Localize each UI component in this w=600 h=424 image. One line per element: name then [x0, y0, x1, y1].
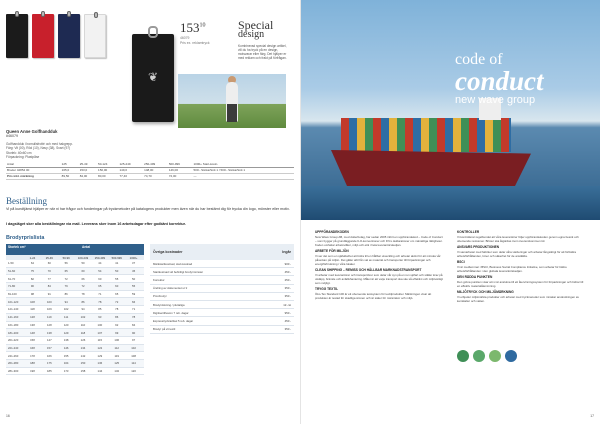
- table-cell: 78: [98, 299, 102, 304]
- table-cell: 128: [46, 322, 52, 327]
- table-cell: 142: [80, 353, 86, 358]
- code-of-conduct-title: code of conduct new wave group: [455, 51, 544, 106]
- towel-black-image: [6, 14, 28, 58]
- table-cell: 125: [114, 361, 120, 366]
- table-row: [6, 345, 144, 353]
- table-cell: 65: [115, 292, 119, 297]
- table-cell: 122: [97, 345, 103, 350]
- table-cell: 71: [132, 307, 136, 312]
- table-cell: 166: [46, 353, 52, 358]
- table-cell: 900:-: [284, 261, 291, 266]
- section-paragraph: Öko-Tex Standard 100 är ett oberoende testsystem för textilprodukter. Märkningen visar att produkten är testad för skadliga ämnen och är säker för människor och miljö.: [315, 292, 432, 300]
- table-cell: 101-120: [8, 299, 19, 304]
- table-cell: 55: [132, 284, 136, 289]
- table-cell: 120: [131, 368, 136, 373]
- brand-logo-icon: ❦: [147, 70, 159, 84]
- table-row: Broder 42854 00 165,0 153,0 150,00 149,0 148,00 146,00 500:- Sticka/Sött 1 / 500:- Sticka/Sött 1: [6, 167, 294, 173]
- table-cell: 70: [47, 269, 51, 274]
- table-cell: 92: [115, 322, 119, 327]
- table-cell: 158: [80, 368, 86, 373]
- section-heading: ARBETE FÖR MILJÖN: [315, 249, 349, 253]
- towel-colour-variants: [6, 6, 110, 70]
- golfer-photo: [178, 74, 286, 128]
- product-name: Queen Anne Golfhandduk: [6, 129, 58, 134]
- section-paragraph: Vi samarbetar med fabriker som delar våra värderingar och arbetar långsiktigt för att förbättra arbetsförhållanden, löner och säkerhet för de anställda.: [457, 250, 576, 258]
- table-cell: 78: [115, 307, 119, 312]
- section-heading: CLEAN SHIPPING – REMISS OCH HÅLLBAR MARKNADSTRANSPORT: [315, 268, 422, 272]
- price-article-number: 46079: [180, 36, 190, 40]
- section-heading: ANSVARS PRODUKTIONEN: [457, 245, 500, 249]
- table-row: [150, 285, 294, 293]
- table-cell: 12:-/st: [283, 302, 291, 307]
- section-heading: BSCI: [457, 260, 465, 264]
- table-cell: 54: [98, 269, 102, 274]
- order-heading: Beställning: [6, 196, 47, 206]
- table-cell: 41: [115, 261, 119, 266]
- table-cell: 77: [47, 276, 51, 281]
- table-cell: 107: [97, 330, 103, 335]
- table-cell: 261-280: [8, 361, 19, 366]
- table-cell: 241-260: [8, 353, 19, 358]
- table-cell: 60: [98, 276, 102, 281]
- table-cell: 82: [30, 276, 34, 281]
- embroidery-quantity-header: 25-49: [45, 255, 53, 260]
- table-cell: 84: [47, 284, 51, 289]
- table-cell: 79: [64, 284, 68, 289]
- table-cell: 121-140: [8, 307, 19, 312]
- table-cell: 50: [132, 276, 136, 281]
- section-heading: UPPFÖRANDEKODEN: [315, 230, 349, 234]
- table-cell: 126: [80, 338, 86, 343]
- product-price-table: Antal 125 25-49 50-124 125-249 250-499 500-999 1000+ Start-kostn. Broder 42854 00 165,0 153,0 150,00 149,0 148,00 146,00 500:- Sticka/Sött 1 / 500:- Sticka/Sött 1 Pris inkl. märkning 89,50 84,00 80,00 77,40 74,70 72,00 —: [6, 162, 294, 180]
- table-cell: 141-160: [8, 315, 19, 320]
- table-cell: 66: [132, 299, 136, 304]
- table-cell: 118: [30, 307, 35, 312]
- section-heading: TRYGG TEXTIL: [315, 287, 339, 291]
- table-cell: 85: [98, 307, 102, 312]
- table-cell: 155: [63, 353, 69, 358]
- table-cell: Brodyrdokning / pluttaliga: [153, 302, 185, 307]
- section-paragraph: New Wave Group AB, med dotterbolag, har sedan 2005 infört en uppförandekod – Code of Conduct – som bygger på grundläggande ILO-konventioner och FN:s deklarationer om mänskliga rättigheter. Koden omfattar arbetsvillkor, miljö och etik i hela leverantörskedjan.: [315, 235, 443, 247]
- table-cell: 120: [63, 322, 69, 327]
- table-cell: 51-60: [8, 269, 16, 274]
- table-cell: 102: [131, 345, 136, 350]
- table-cell: 91: [47, 292, 51, 297]
- table-cell: 175: [46, 361, 52, 366]
- table-cell: 60: [115, 284, 119, 289]
- table-cell: 138: [30, 322, 35, 327]
- table-cell: 56: [64, 261, 68, 266]
- oeko-tex-icon: [505, 350, 517, 362]
- table-cell: 59: [132, 292, 136, 297]
- table-row: [150, 260, 294, 268]
- table-row: [6, 306, 144, 314]
- table-cell: 94: [64, 299, 68, 304]
- section-heading: KONTROLLER: [457, 230, 480, 234]
- table-cell: 100: [97, 322, 103, 327]
- table-row: [150, 317, 294, 325]
- table-cell: 97: [132, 338, 136, 343]
- table-row: [6, 314, 144, 322]
- section-paragraph: Den gröna punkten visar att vi är anslutna till ett återvinningssystem för förpackningar och bidrar till en effektiv materialåtervinning.: [457, 280, 584, 288]
- table-cell: 109: [46, 307, 52, 312]
- product-code: #46079: [6, 134, 18, 138]
- embroidery-quantity-header: 100-249: [77, 255, 89, 260]
- table-cell: 60: [47, 261, 51, 266]
- table-cell: 281-300: [8, 368, 19, 373]
- table-cell: 72: [81, 284, 85, 289]
- table-cell: 55: [115, 276, 119, 281]
- table-cell: 86: [81, 299, 85, 304]
- section-paragraph: Vi arbetar med leverantörer och transportörer som delar vår syn på en ren sjöfart och ställer krav på utsläpp, bränsle och avfallshantering. Målet är att varje transport ska ske så effektivt och miljövänligt som möjligt.: [315, 273, 444, 285]
- section-heading: MILJÖTRYCK OCH MILJÖMÄRKNING: [457, 290, 514, 294]
- table-row: [150, 293, 294, 301]
- table-cell: 102: [63, 307, 69, 312]
- table-cell: 150: [80, 361, 86, 366]
- product-description: Golfhandduk i bomullsfrotté och med hakgrepp. Färg: Vit (00), Röd (10), Navy (38), Svart (97) Storlek: 40x60 cm Förpackning: Plastpåse: [6, 142, 73, 159]
- product-price: $153^{10}$: [180, 20, 206, 35]
- table-cell: 64: [30, 261, 34, 266]
- table-cell: 84: [132, 322, 136, 327]
- embroidery-quantity-header: 50-99: [62, 255, 70, 260]
- table-cell: 450:-: [284, 318, 291, 323]
- table-cell: 72: [64, 276, 68, 281]
- table-cell: 119: [47, 315, 52, 320]
- table-cell: 201-220: [8, 338, 19, 343]
- table-cell: 134: [80, 345, 86, 350]
- table-cell: 119: [114, 353, 119, 358]
- table-cell: 147: [46, 338, 52, 343]
- table-cell: 450:-: [284, 269, 291, 274]
- table-cell: 350:-: [284, 327, 291, 332]
- table-cell: 61-70: [8, 276, 16, 281]
- embroidery-quantity-header: 1-24: [29, 255, 36, 260]
- table-cell: 66: [81, 276, 85, 281]
- table-cell: 1-50: [8, 261, 14, 266]
- table-row: [150, 326, 294, 334]
- section-paragraph: Vi kontrollerar regelbundet att våra leverantörer följer uppförandekoden genom egna besök och oberoende revisioner. Brister ska åtgärdas inom överenskommen tid.: [457, 235, 579, 243]
- table-cell: 164: [63, 361, 69, 366]
- right-page: [300, 0, 600, 424]
- embroidery-quantity-header: 1000+: [129, 255, 138, 260]
- towel-red-image: [32, 14, 54, 58]
- table-row: [6, 322, 144, 330]
- table-row: [150, 301, 294, 309]
- table-cell: 100: [46, 299, 52, 304]
- table-cell: 168: [30, 345, 35, 350]
- table-cell: 86: [115, 315, 119, 320]
- table-cell: Digitisertillvaron 7 reb. dagar: [153, 310, 189, 315]
- table-cell: 161-180: [8, 322, 19, 327]
- table-cell: 78: [81, 292, 85, 297]
- table-row: [6, 329, 144, 337]
- embroidery-quantity-header: 250-499: [94, 255, 105, 260]
- table-cell: 50: [81, 261, 85, 266]
- table-cell: 94: [81, 307, 85, 312]
- table-cell: 128: [30, 315, 35, 320]
- table-cell: 65: [64, 269, 68, 274]
- table-row: [6, 275, 144, 283]
- table-cell: 71: [98, 292, 102, 297]
- table-cell: 148: [30, 330, 35, 335]
- eco-label-icon: [489, 350, 501, 362]
- table-cell: 144: [97, 368, 103, 373]
- table-cell: 118: [80, 330, 86, 335]
- table-cell: 93: [98, 315, 102, 320]
- table-cell: Startkostnad vid befintligt brodyrmönster: [153, 269, 204, 274]
- table-cell: 44: [98, 261, 102, 266]
- table-cell: 158: [30, 338, 35, 343]
- other-costs-table: Övriga kostnader Ingår Märkstartkostnad, start-kostnad 900:- Startkostnad vid befintligt brodyrmönster 450:- Korrektur 250:- Ändring av dokumentet ut ¥ 350:- Provbrodyr 350:- Brodyrdokning / pluttaliga 12:-/st Digitisertillvaron 7 reb. dagar 950:- Expresstryck/artikel 5 reb. dagar 450:- Brodyr på vit textil 350:-: [150, 244, 294, 334]
- table-cell: 108: [30, 299, 35, 304]
- table-row: Pris inkl. märkning 89,50 84,00 80,00 77,40 74,70 72,00 —: [6, 173, 294, 179]
- table-row: [6, 368, 144, 376]
- table-cell: 188: [30, 361, 35, 366]
- special-design-heading: Special design: [238, 18, 274, 40]
- container-ship-photo: [301, 0, 600, 220]
- section-paragraph: Vi ser det som en självklarhet att bidra till en hållbar utveckling och arbetar aktivt för att minska vår påverkan på miljön. Det gäller allt från val av material och transporter till förpackningar och energiförbrukning i våra lokaler.: [315, 254, 441, 266]
- table-row: [6, 337, 144, 345]
- table-cell: 72: [115, 299, 119, 304]
- table-cell: 198: [30, 368, 35, 373]
- table-cell: 250:-: [284, 277, 291, 282]
- table-row: [150, 276, 294, 284]
- table-cell: 350:-: [284, 286, 291, 291]
- table-cell: 950:-: [284, 310, 291, 315]
- table-cell: 112: [114, 345, 119, 350]
- table-cell: Brodyr på vit textil: [153, 327, 176, 332]
- recycle-icon: [457, 350, 469, 362]
- table-row: [6, 291, 144, 299]
- table-cell: 86: [64, 292, 68, 297]
- table-row: [150, 309, 294, 317]
- table-cell: 129: [97, 353, 103, 358]
- table-cell: Provbrodyr: [153, 294, 167, 299]
- table-cell: 71-80: [8, 284, 16, 289]
- text-column-left: [315, 228, 443, 302]
- table-cell: 350:-: [284, 294, 291, 299]
- section-paragraph: Vi är medlemmar i BSCI, Business Social Compliance Initiative, som arbetar för bättre arbetsförhållanden i den globala leverantörskedjan.: [457, 265, 567, 273]
- table-cell: 60: [81, 269, 85, 274]
- embroidery-price-heading: Brodyrprislista: [6, 235, 45, 241]
- table-cell: 157: [46, 345, 52, 350]
- table-row: [150, 268, 294, 276]
- section-heading: DEN RÄDDA PUNKTEN: [457, 275, 493, 279]
- product-main-image: [132, 34, 174, 122]
- table-cell: 98: [30, 292, 34, 297]
- page-number-left: 16: [6, 414, 10, 418]
- table-row: [6, 283, 144, 291]
- table-cell: 45: [132, 269, 136, 274]
- table-cell: 50: [115, 269, 119, 274]
- table-cell: 81-100: [8, 292, 17, 297]
- special-design-description: Kombinerad special design artikel, vill du ha tryck på en design, motsvarar eller färg. Det hjälper er med reklam och frakt på förfrågan.: [238, 44, 287, 60]
- table-cell: 102: [80, 315, 86, 320]
- table-cell: 138: [63, 338, 69, 343]
- towel-navy-image: [58, 14, 80, 58]
- order-text: Vi på kundtjänst hjälper er när ni har frågor och funderingar på tryckmetoder på katalogens produkter men även när du har bestämt dig för trycka din logo, mönster eller motiv.: [6, 207, 290, 211]
- table-cell: 136: [97, 361, 103, 366]
- table-cell: 90: [132, 330, 136, 335]
- table-cell: 78: [132, 315, 136, 320]
- towel-white-image: [84, 14, 106, 58]
- text-column-right: [457, 228, 587, 305]
- table-cell: 221-240: [8, 345, 19, 350]
- table-cell: 115: [97, 338, 103, 343]
- table-row: [6, 298, 144, 306]
- table-cell: Expresstryck/artikel 5 reb. dagar: [153, 318, 194, 323]
- table-cell: 178: [30, 353, 35, 358]
- table-cell: 111: [64, 315, 69, 320]
- table-cell: 90: [30, 284, 34, 289]
- table-cell: 106: [114, 338, 120, 343]
- table-row: [6, 360, 144, 368]
- table-cell: 138: [46, 330, 52, 335]
- table-cell: 181-200: [8, 330, 19, 335]
- table-row: [6, 260, 144, 268]
- table-cell: Märkstartkostnad, start-kostnad: [153, 261, 193, 266]
- table-cell: 99: [115, 330, 119, 335]
- table-cell: Korrektur: [153, 277, 165, 282]
- embroidery-quantity-header: 500-999: [111, 255, 122, 260]
- table-row: [6, 352, 144, 360]
- table-cell: 37: [132, 261, 136, 266]
- table-cell: 110: [80, 322, 86, 327]
- table-cell: 173: [63, 368, 69, 373]
- table-cell: 185: [46, 368, 52, 373]
- table-cell: 129: [63, 330, 69, 335]
- table-cell: 65: [98, 284, 102, 289]
- page-number-right: 17: [590, 414, 594, 418]
- table-cell: 75: [30, 269, 34, 274]
- table-cell: 108: [131, 353, 136, 358]
- certification-icons: [457, 350, 517, 362]
- green-dot-icon: [473, 350, 485, 362]
- table-cell: Ändring av dokumentet ut ¥: [153, 286, 188, 291]
- table-row: [6, 268, 144, 276]
- table-cell: 146: [63, 345, 69, 350]
- price-note: Pris ex. reklamtryck: [180, 41, 210, 45]
- table-cell: 132: [114, 368, 120, 373]
- order-emphasis-text: I dagsläget sker alla beställningar via mail. Leverans sker inom 16 arbetsdagar efter godkänt korrektur.: [6, 222, 186, 226]
- embroidery-price-table: Stortek cm² Antal 1-24 25-49 50-99 100-249 250-499 500-999 1000+ 1-50 64 60 56 50 44 41 37 51-60 75 70 65 60 54 50 45 61-70 82 77 72 66 60 55 50 71-80 90 84 79 72 65 60 55 81-100 98 91 86 78 71 65 59 101-120 108 100 94 86 78 72 66 121-140 118 109 102 94 85 78 71 141-160 128 119 111 102 93 86 78 161-180 138 128 120 110 100 92 84 181-200 148 138 129 118 107 99 90 201-220 158 147 138 126 115 106 97 221-240 168 157 146 134 122 112 102 241-260 178 166 155 142 129 119 108 261-280 188 175 164 150 136 125 114 281-300 198 185 173 158 144 132 120: [6, 244, 144, 375]
- section-paragraph: Vi erbjuder miljömärkta produkter och arbetar med tryckmetoder som minskar användningen av kemikalier och vatten.: [457, 295, 579, 303]
- table-cell: 114: [131, 361, 136, 366]
